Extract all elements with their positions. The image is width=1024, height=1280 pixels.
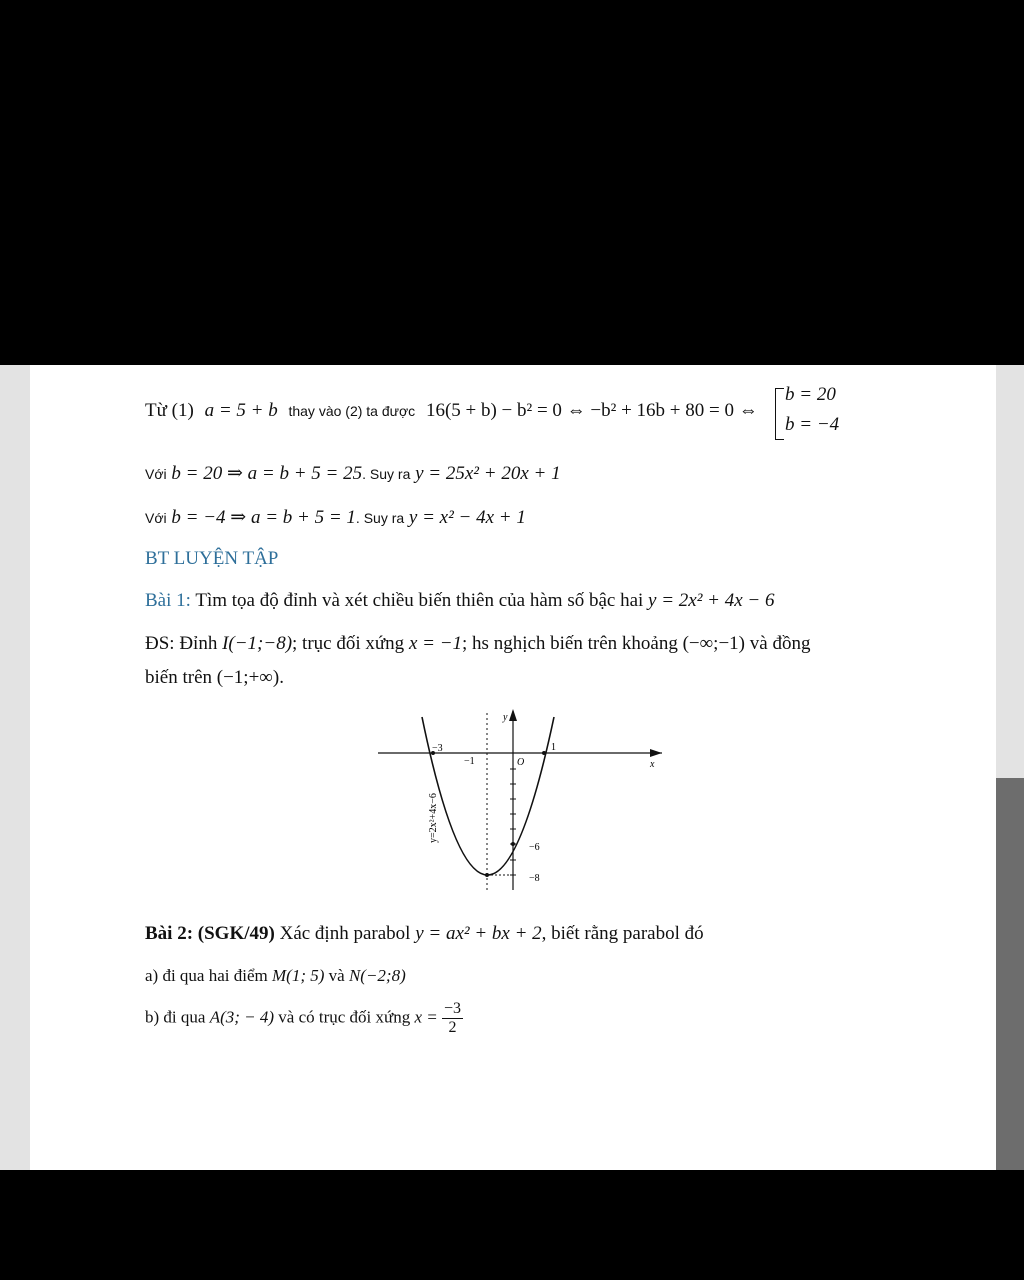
bai2-text: Xác định parabol bbox=[279, 923, 411, 944]
label-minus-8: −8 bbox=[529, 873, 540, 884]
line-b-20 bbox=[145, 462, 561, 485]
line1-mid: thay vào (2) ta được bbox=[288, 403, 416, 419]
y-axis-arrow bbox=[509, 709, 517, 721]
line1-eq-a: a = 5 + b bbox=[204, 400, 278, 421]
answer-interval2: (−1;+∞) bbox=[216, 667, 280, 688]
line2-mid: . Suy ra bbox=[362, 466, 411, 482]
fraction-numerator: −3 bbox=[444, 1000, 462, 1017]
origin-label: O bbox=[517, 757, 525, 768]
line3-mid: . Suy ra bbox=[355, 510, 405, 526]
answer-vertex: I(−1;−8) bbox=[222, 633, 293, 654]
part-a-and: và bbox=[328, 966, 345, 985]
line-from-1 bbox=[145, 400, 758, 422]
case-bracket bbox=[775, 388, 784, 440]
answer-increase-text: và đồng bbox=[749, 633, 811, 654]
bai1-label: Bài 1: bbox=[145, 590, 191, 611]
curve-label: y=2x²+4x−6 bbox=[428, 793, 439, 843]
parabola-graph bbox=[370, 705, 670, 895]
label-minus-3: −3 bbox=[432, 743, 443, 754]
line3-label: Với bbox=[145, 510, 167, 526]
part-b-mid: và có trục đối xứng bbox=[278, 1007, 411, 1027]
fraction-minus-3-over-2 bbox=[442, 1000, 463, 1037]
answer-label: ĐS: Đỉnh bbox=[145, 633, 218, 654]
line2-result: y = 25x² + 20x + 1 bbox=[415, 463, 561, 484]
bai1 bbox=[145, 590, 775, 612]
bai2-label: Bài 2: (SGK/49) bbox=[145, 923, 275, 944]
line3-eq: b = −4 ⇒ a = b + 5 = 1 bbox=[171, 507, 356, 528]
answer-decrease-text: ; hs nghịch biến trên khoảng bbox=[462, 633, 678, 654]
answer-axis-text: ; trục đối xứng bbox=[292, 633, 405, 654]
point-N: N(−2;8) bbox=[348, 966, 406, 985]
case-b-20: b = 20 bbox=[785, 384, 836, 405]
vertex-point bbox=[485, 873, 489, 877]
bai2-text2: , biết rằng parabol đó bbox=[541, 923, 704, 944]
line2-eq: b = 20 ⇒ a = b + 5 = 25 bbox=[171, 463, 363, 484]
line1-prefix: Từ (1) bbox=[145, 400, 194, 421]
bai1-text: Tìm tọa độ đỉnh và xét chiều biến thiên của hàm số bậc hai bbox=[195, 590, 644, 611]
fraction-denominator: 2 bbox=[448, 1019, 457, 1036]
answer-line2 bbox=[145, 667, 284, 689]
point-A: A(3; − 4) bbox=[209, 1007, 275, 1027]
x-axis-label: x bbox=[650, 759, 655, 770]
label-1: 1 bbox=[551, 742, 556, 753]
scrollbar-thumb[interactable] bbox=[996, 778, 1024, 1170]
part-b-prefix: b) đi qua bbox=[145, 1007, 206, 1027]
bai2-part-b bbox=[145, 1000, 463, 1037]
y-intercept-point bbox=[511, 842, 515, 846]
label-minus-6: −6 bbox=[529, 842, 540, 853]
line1-eq-main: 16(5 + b) − b² = 0 ⇔ −b² + 16b + 80 = 0 ⇔ bbox=[425, 400, 758, 421]
part-b-x: x = bbox=[414, 1007, 438, 1027]
label-minus-1: −1 bbox=[464, 756, 475, 767]
answer-axis: x = −1 bbox=[408, 633, 463, 654]
answer-line1 bbox=[145, 633, 810, 655]
answer-increase-label: biến trên bbox=[145, 667, 213, 688]
case-b-minus-4: b = −4 bbox=[785, 414, 840, 435]
bai2-func: y = ax² + bx + 2 bbox=[415, 923, 542, 944]
root-point-right bbox=[542, 751, 546, 755]
answer-period: . bbox=[279, 667, 284, 688]
answer-interval1: (−∞;−1) bbox=[682, 633, 746, 654]
line3-result: y = x² − 4x + 1 bbox=[408, 507, 526, 528]
line-b-minus-4 bbox=[145, 506, 526, 529]
bai2 bbox=[145, 923, 704, 945]
part-a-prefix: a) đi qua hai điểm bbox=[145, 966, 268, 985]
y-axis-label: y bbox=[503, 712, 508, 723]
bai2-part-a bbox=[145, 966, 406, 986]
bai1-func: y = 2x² + 4x − 6 bbox=[648, 590, 775, 611]
line2-label: Với bbox=[145, 466, 167, 482]
point-M: M(1; 5) bbox=[272, 966, 325, 985]
x-axis-arrow bbox=[650, 749, 662, 757]
section-title: BT LUYỆN TẬP bbox=[145, 548, 279, 569]
